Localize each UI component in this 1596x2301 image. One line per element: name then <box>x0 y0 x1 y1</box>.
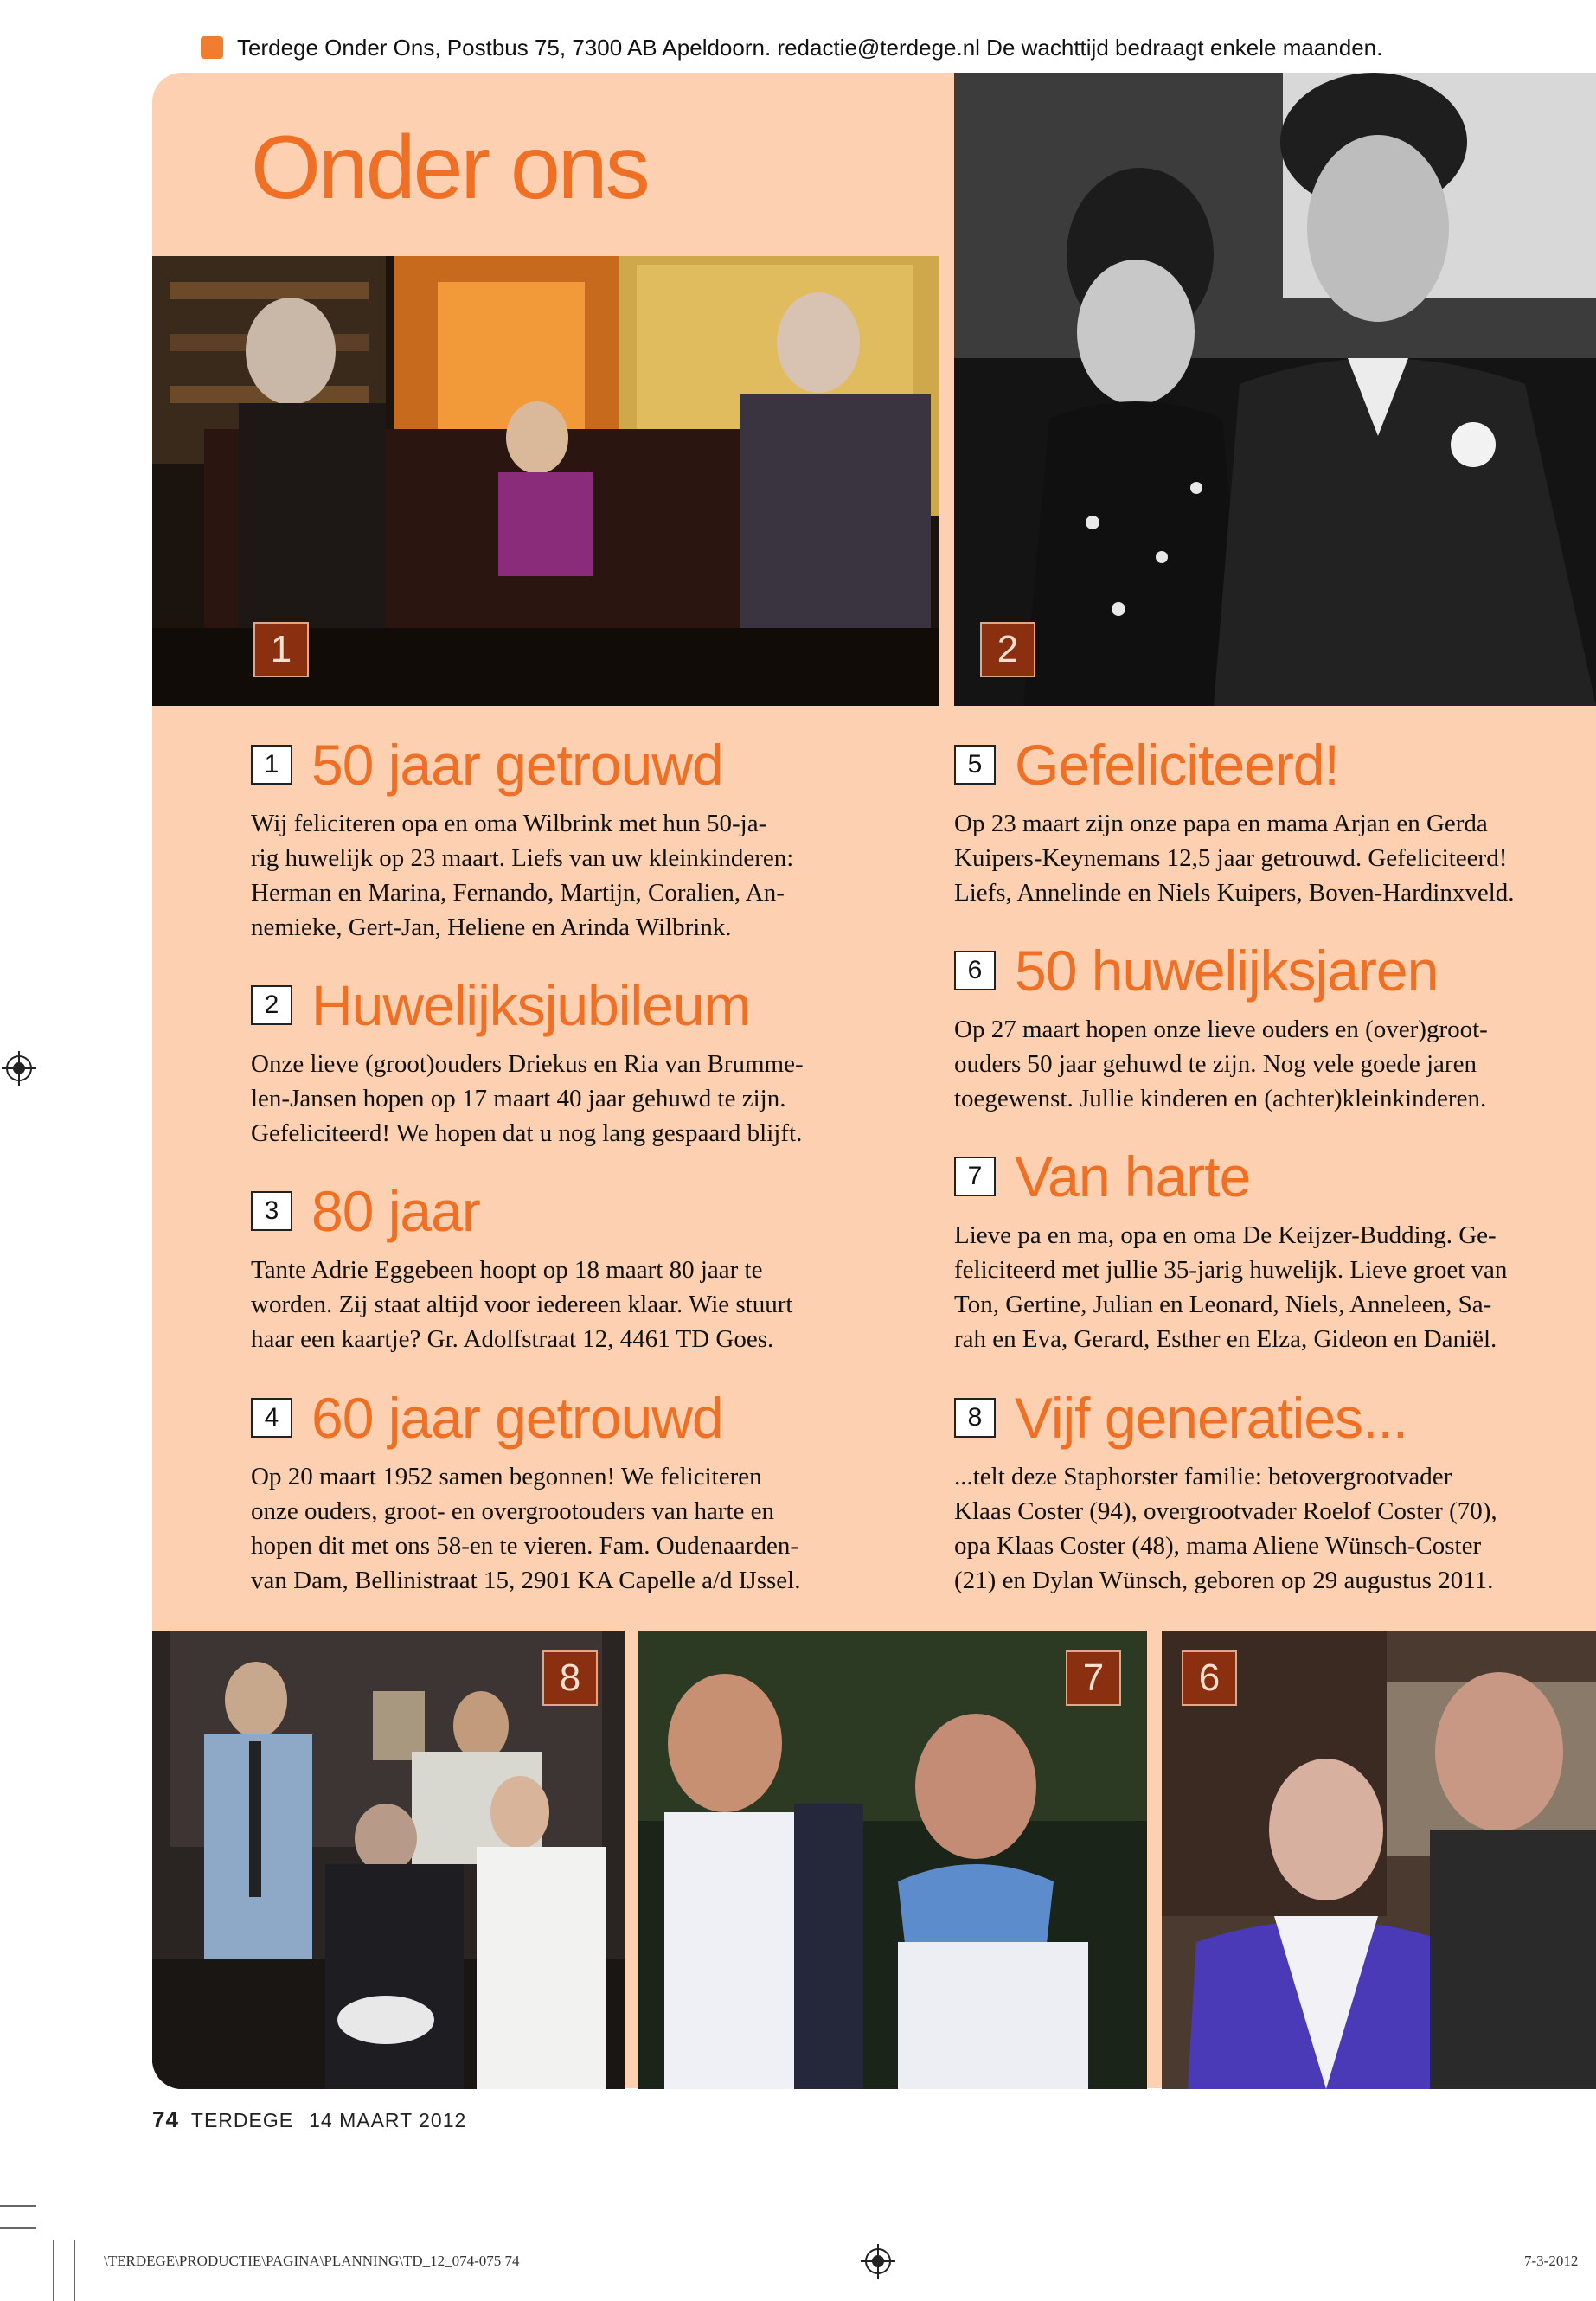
photo-wedding-couple <box>954 73 1596 706</box>
page-footer <box>152 2106 466 2133</box>
article-6 <box>954 934 1596 1116</box>
production-slug: \TERDEGE\PRODUCTIE\PAGINA\PLANNING\TD_12_074-075 74 <box>104 2253 520 2269</box>
article-body: Lieve pa en ma, opa en oma De Keijzer-Budding. Ge- feliciteerd met jullie 35-jarig huwelijk. Lieve groet van Ton, Gertine, Julian en Leonard, Niels, Anneleen, Sa- rah en Eva, Gerard, Esther en Elza, Gideon en Daniël. <box>954 1221 1508 1353</box>
article-number: 4 <box>251 1398 292 1438</box>
article-5 <box>954 728 1596 910</box>
article-heading: 60 jaar getrouwd <box>311 1386 723 1450</box>
photo-number-badge: 6 <box>1182 1650 1237 1706</box>
photo-number-badge: 2 <box>980 622 1035 677</box>
article-8 <box>954 1381 1596 1598</box>
article-4 <box>251 1381 908 1598</box>
contact-text: Terdege Onder Ons, Postbus 75, 7300 AB Apeldoorn. redactie@terdege.nl De wachttijd bedraagt enkele maanden. <box>237 34 1383 61</box>
registration-mark-icon <box>861 2244 895 2279</box>
article-heading: Van harte <box>1015 1144 1251 1208</box>
registration-mark-icon <box>2 1051 36 1086</box>
article-heading: Vijf generaties... <box>1015 1386 1408 1450</box>
article-number: 1 <box>251 745 292 785</box>
article-body: ...telt deze Staphorster familie: betovergrootvader Klaas Coster (94), overgrootvader Roelof Coster (70), opa Klaas Coster (48), mama Aliene Wünsch-Coster (21) en Dylan Wünsch, geboren op 29 augustus 2011. <box>954 1463 1497 1594</box>
crop-marks-icon <box>0 2189 78 2301</box>
production-date: 7-3-2012 <box>1524 2253 1579 2269</box>
issue-date: 14 MAART 2012 <box>309 2109 467 2131</box>
article-body: Op 27 maart hopen onze lieve ouders en (over)groot- ouders 50 jaar gehuwd te zijn. Nog vele goede jaren toegewenst. Jullie kinderen en (achter)kleinkinderen. <box>954 1016 1488 1112</box>
article-heading: 50 jaar getrouwd <box>311 733 723 797</box>
article-body: Onze lieve (groot)ouders Driekus en Ria van Brumme- len-Jansen hopen op 17 maart 40 jaar gehuwd te zijn. Gefeliciteerd! We hopen dat u nog lang gespaard blijft. <box>251 1050 804 1147</box>
article-1 <box>251 728 908 945</box>
article-heading: Huwelijksjubileum <box>311 973 751 1037</box>
article-body: Op 20 maart 1952 samen begonnen! We feliciteren onze ouders, groot- en overgrootouders van harte en hopen dit met ons 58-en te vieren. Fam. Oudenaarden- van Dam, Bellinistraat 15, 2901 KA Capelle a/d IJssel. <box>251 1463 801 1594</box>
article-2 <box>251 969 908 1150</box>
article-number: 2 <box>251 985 292 1025</box>
article-body: Wij feliciteren opa en oma Wilbrink met hun 50-ja- rig huwelijk op 23 maart. Liefs van uw kleinkinderen: Herman en Marina, Fernando, Martijn, Coralien, An- nemieke, Gert-Jan, Heliene en Arinda Wilbrink. <box>251 810 794 941</box>
article-heading: 80 jaar <box>311 1179 480 1243</box>
article-7 <box>954 1140 1596 1356</box>
article-number: 3 <box>251 1191 292 1231</box>
page-number: 74 <box>152 2106 179 2132</box>
photo-number-badge: 7 <box>1066 1650 1121 1706</box>
contact-line <box>201 28 1382 67</box>
page-title: Onder ons <box>251 118 648 218</box>
magazine-name: TERDEGE <box>190 2109 294 2131</box>
photo-number-badge: 1 <box>253 622 309 677</box>
orange-square-icon <box>201 36 223 59</box>
article-number: 8 <box>954 1398 996 1438</box>
article-number: 5 <box>954 745 996 785</box>
article-number: 7 <box>954 1157 996 1196</box>
article-body: Tante Adrie Eggebeen hoopt op 18 maart 80 jaar te worden. Zij staat altijd voor iedereen klaar. Wie stuurt haar een kaartje? Gr. Adolfstraat 12, 4461 TD Goes. <box>251 1256 793 1353</box>
article-3 <box>251 1175 908 1356</box>
article-heading: 50 huwelijksjaren <box>1015 939 1439 1003</box>
article-heading: Gefeliciteerd! <box>1015 733 1339 797</box>
article-body: Op 23 maart zijn onze papa en mama Arjan en Gerda Kuipers-Keynemans 12,5 jaar getrouwd. Gefeliciteerd! Liefs, Annelinde en Niels Kuipers, Boven-Hardinxveld. <box>954 810 1515 907</box>
photo-number-badge: 8 <box>542 1650 598 1706</box>
article-number: 6 <box>954 951 996 990</box>
